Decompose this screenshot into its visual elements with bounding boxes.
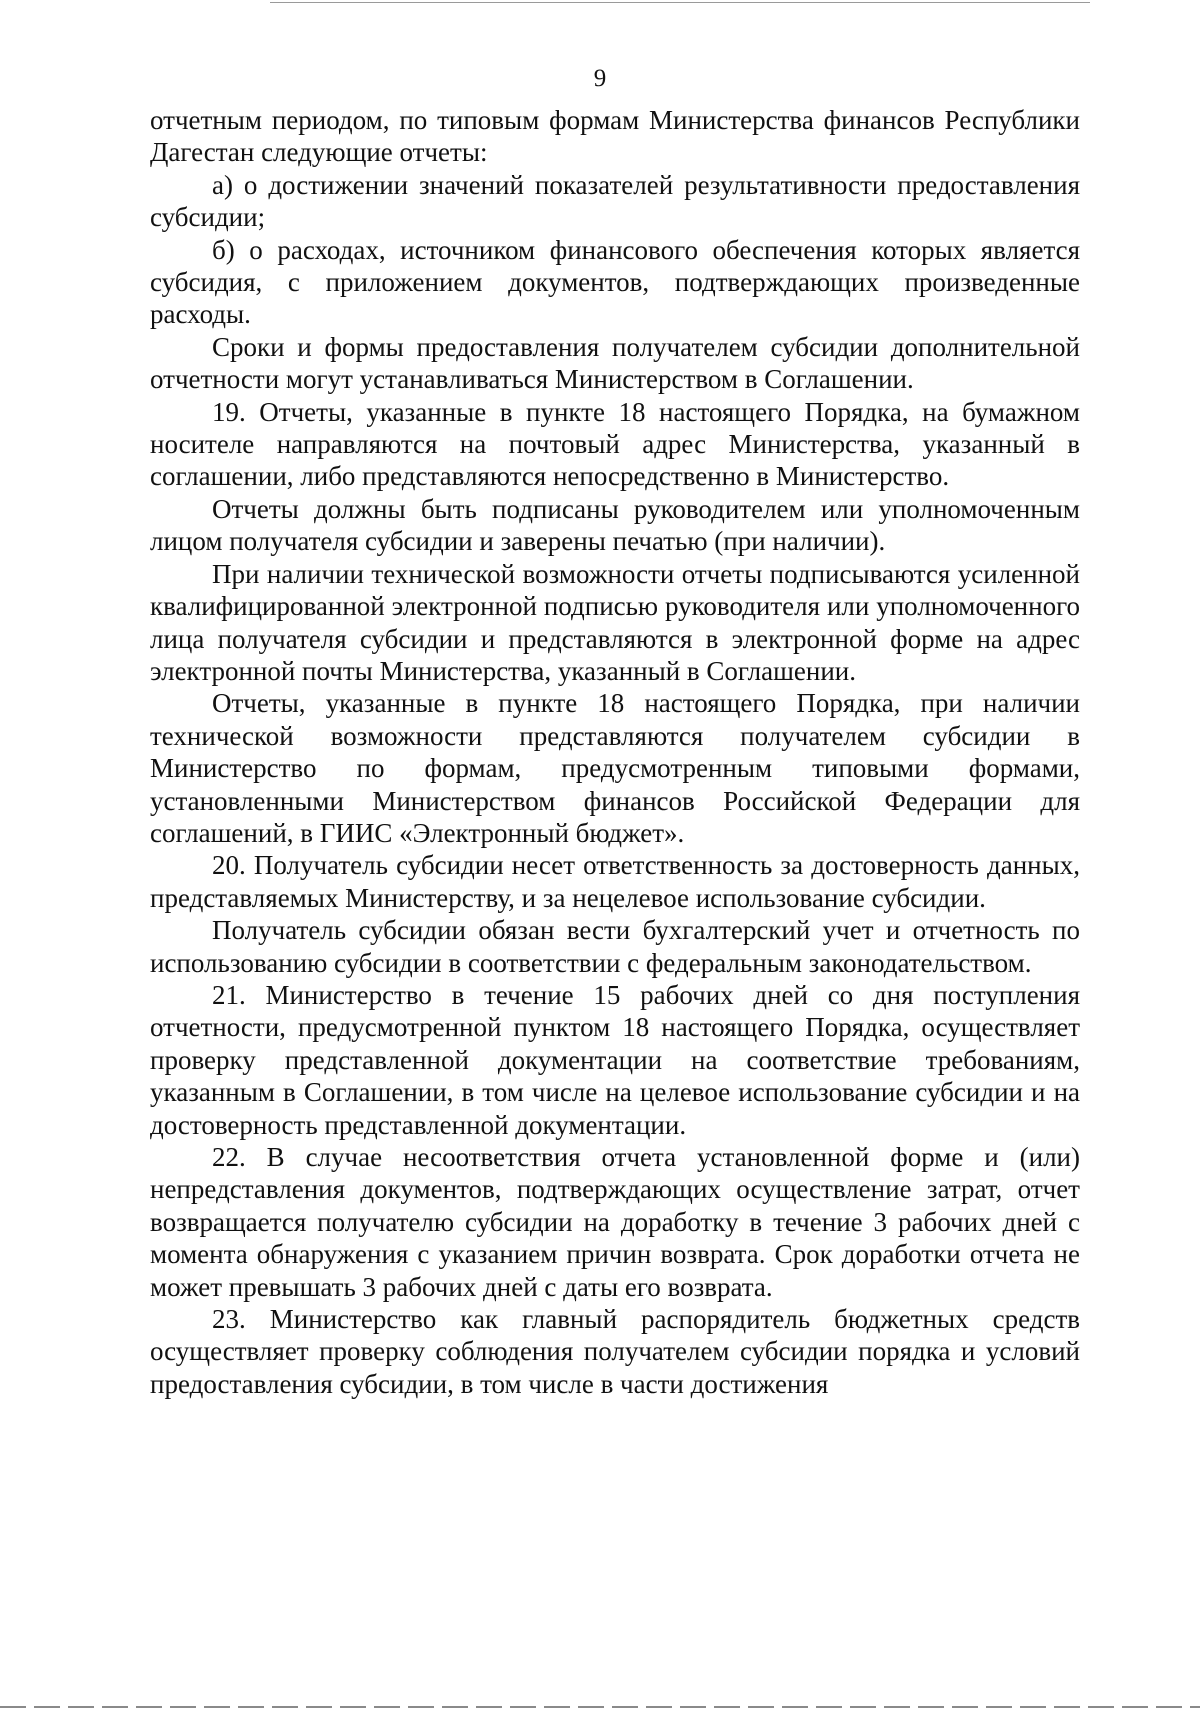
paragraph-19-electronic-signature: При наличии технической возможности отчеты подписываются усиленной квалифицированной электронной подписью руководителя или уполномоченного лица получателя субсидии и представляются в электронной форме на адрес электронной почты Министерства, указанный в Соглашении. (150, 558, 1080, 686)
paragraph-item-a: а) о достижении значений показателей результативности предоставления субсидии; (150, 169, 1080, 233)
paragraph-21: 21. Министерство в течение 15 рабочих дней со дня поступления отчетности, предусмотренной пунктом 18 настоящего Порядка, осуществляет проверку представленной документации на соответствие требованиям, указанным в Соглашении, в том числе на целевое использование субсидии и на достоверность представленной документации. (150, 979, 1080, 1140)
paragraph-item-b: б) о расходах, источником финансового обеспечения которых является субсидия, с приложением документов, подтверждающих произведенные расходы. (150, 234, 1080, 330)
paragraph-continuation: отчетным периодом, по типовым формам Министерства финансов Республики Дагестан следующие отчеты: (150, 105, 1080, 168)
scan-edge-top (270, 2, 1090, 3)
scan-edge-bottom (0, 1706, 1200, 1708)
paragraph-19: 19. Отчеты, указанные в пункте 18 настоящего Порядка, на бумажном носителе направляются на почтовый адрес Министерства, указанный в соглашении, либо представляются непосредственно в Министерство. (150, 396, 1080, 492)
paragraph-19-signature: Отчеты должны быть подписаны руководителем или уполномоченным лицом получателя субсидии и заверены печатью (при наличии). (150, 493, 1080, 557)
page-number: 9 (593, 65, 607, 92)
paragraph-20: 20. Получатель субсидии несет ответственность за достоверность данных, представляемых Министерству, и за нецелевое использование субсидии. (150, 850, 1080, 913)
paragraph-23: 23. Министерство как главный распорядитель бюджетных средств осуществляет проверку соблюдения получателем субсидии порядка и условий предоставления субсидии, в том числе в части достижения (150, 1304, 1080, 1399)
document-body (150, 104, 1080, 1400)
paragraph-19-giis: Отчеты, указанные в пункте 18 настоящего Порядка, при наличии технической возможности представляются получателем субсидии в Министерство по формам, предусмотренным типовыми формами, установленными Министерством финансов Российской Федерации для соглашений, в ГИИС «Электронный бюджет». (150, 688, 1080, 848)
paragraph-22: 22. В случае несоответствия отчета установленной форме и (или) непредставления документов, подтверждающих осуществление затрат, отчет возвращается получателю субсидии на доработку в течение 3 рабочих дней с момента обнаружения с указанием причин возврата. Срок доработки отчета не может превышать 3 рабочих дней с даты его возврата. (150, 1142, 1080, 1302)
paragraph-20-accounting: Получатель субсидии обязан вести бухгалтерский учет и отчетность по использованию субсидии в соответствии с федеральным законодательством. (150, 915, 1080, 978)
paragraph-additional-reporting: Сроки и формы предоставления получателем субсидии дополнительной отчетности могут устанавливаться Министерством в Соглашении. (150, 331, 1080, 395)
